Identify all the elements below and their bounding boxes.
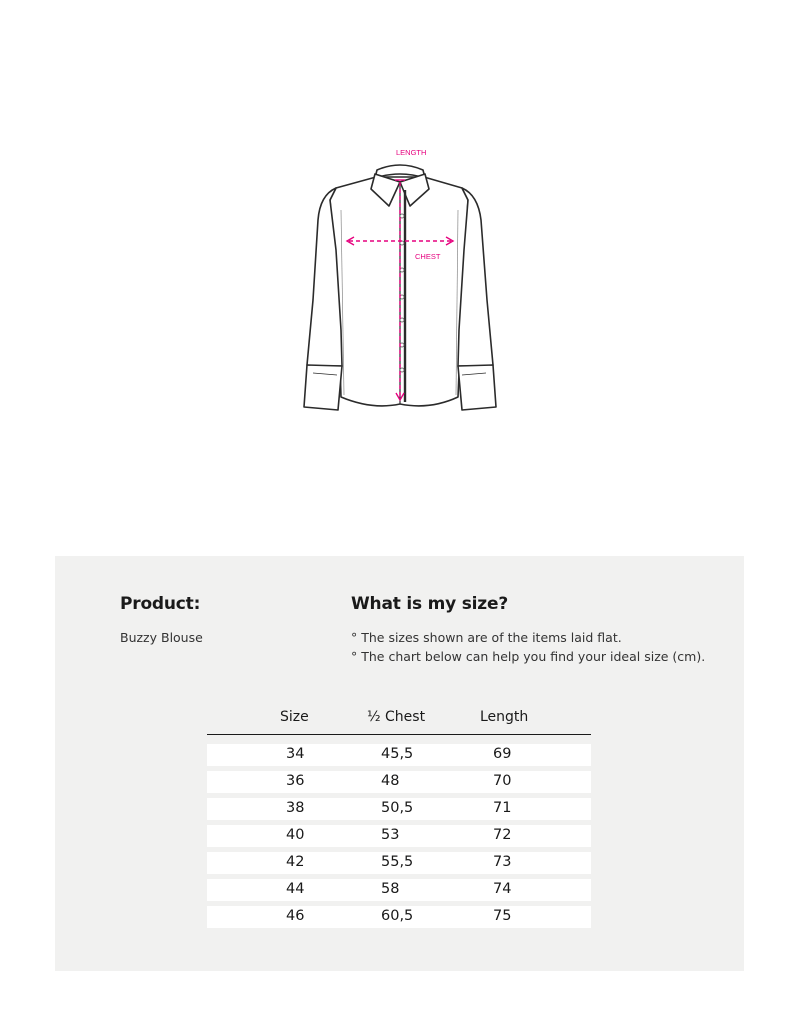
cell-half-chest: 50,5 — [381, 800, 414, 816]
header-size: Size — [280, 709, 309, 725]
length-label: LENGTH — [396, 148, 427, 157]
product-name: Buzzy Blouse — [120, 630, 203, 645]
cell-length: 70 — [493, 773, 512, 789]
table-row — [207, 744, 591, 766]
size-note-laid-flat: ° The sizes shown are of the items laid flat. — [351, 630, 622, 645]
cell-length: 71 — [493, 800, 512, 816]
size-info-panel — [55, 556, 744, 971]
cell-half-chest: 60,5 — [381, 908, 414, 924]
left-cuff — [304, 365, 342, 410]
cell-size: 42 — [286, 854, 305, 870]
cell-half-chest: 55,5 — [381, 854, 414, 870]
table-row — [207, 852, 591, 874]
table-row — [207, 906, 591, 928]
cell-half-chest: 58 — [381, 881, 400, 897]
table-row — [207, 879, 591, 901]
shirt-body — [330, 177, 468, 406]
chest-label: CHEST — [415, 252, 441, 261]
product-heading: Product: — [120, 594, 201, 614]
cell-length: 72 — [493, 827, 512, 843]
table-body — [207, 744, 591, 928]
cell-size: 38 — [286, 800, 305, 816]
cell-length: 69 — [493, 746, 512, 762]
cell-size: 44 — [286, 881, 305, 897]
cell-length: 75 — [493, 908, 512, 924]
size-heading: What is my size? — [351, 594, 508, 614]
cell-half-chest: 48 — [381, 773, 400, 789]
cell-size: 36 — [286, 773, 305, 789]
table-row — [207, 798, 591, 820]
cell-size: 34 — [286, 746, 305, 762]
size-table — [207, 706, 591, 933]
cell-size: 46 — [286, 908, 305, 924]
cell-length: 74 — [493, 881, 512, 897]
table-row — [207, 771, 591, 793]
cell-half-chest: 45,5 — [381, 746, 414, 762]
cell-size: 40 — [286, 827, 305, 843]
cell-length: 73 — [493, 854, 512, 870]
table-row — [207, 825, 591, 847]
cell-half-chest: 53 — [381, 827, 400, 843]
size-note-chart-help: ° The chart below can help you find your ideal size (cm). — [351, 649, 706, 664]
header-length: Length — [480, 709, 529, 725]
header-half-chest: ½ Chest — [367, 709, 426, 725]
table-header — [207, 706, 591, 735]
right-cuff — [458, 365, 496, 410]
